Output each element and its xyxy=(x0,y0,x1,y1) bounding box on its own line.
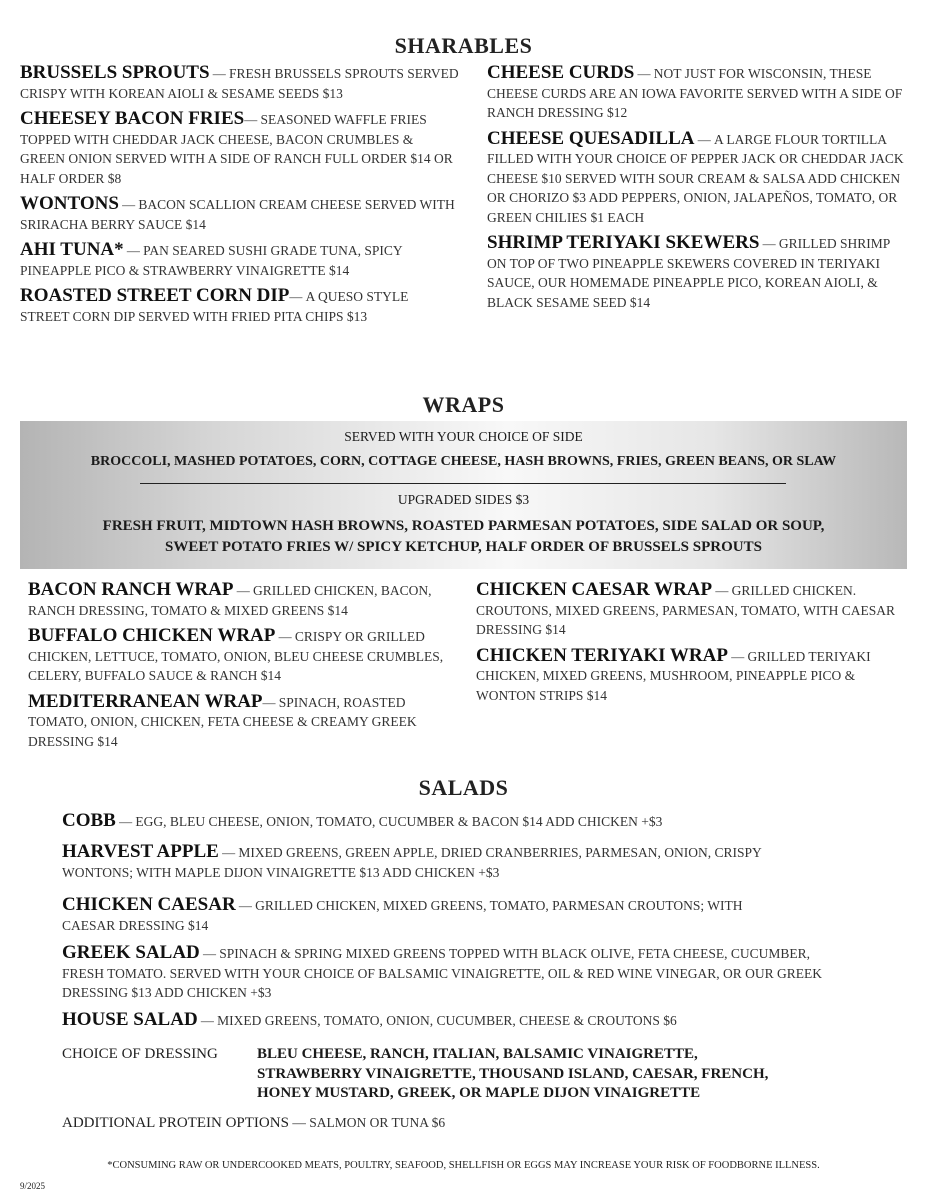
item-description: MIXED GREENS, TOMATO, ONION, CUCUMBER, CHEESE & CROUTONS $6 xyxy=(217,1013,677,1028)
item-dash: — xyxy=(233,583,253,598)
item-dash: — xyxy=(197,1013,218,1028)
item-dash: — xyxy=(235,898,256,913)
item-dash: — xyxy=(275,629,295,644)
menu-date: 9/2025 xyxy=(20,1181,46,1191)
item-description: GRILLED CHICKEN. CROUTONS, MIXED GREENS, PARMESAN, TOMATO, WITH CAESAR DRESSING $14 xyxy=(476,583,896,637)
menu-item xyxy=(487,63,907,123)
item-description: GRILLED SHRIMP ON TOP OF TWO PINEAPPLE SKEWERS COVERED IN TERIYAKI SAUCE, OUR HOMEMADE PINEAPPLE PICO, KOREAN AIOLI, & BLACK SESAME SEED $14 xyxy=(487,236,890,310)
item-name: HOUSE SALAD xyxy=(62,1009,198,1030)
item-dash: — xyxy=(694,131,714,147)
item-description: GRILLED TERIYAKI CHICKEN, MIXED GREENS, MUSHROOM, PINEAPPLE PICO & WONTON STRIPS $14 xyxy=(476,648,871,703)
menu-item xyxy=(476,580,911,640)
item-dash: — xyxy=(218,845,239,860)
dressing-line: BLEU CHEESE, RANCH, ITALIAN, BALSAMIC VINAIGRETTE, xyxy=(257,1046,698,1062)
dressing-line: HONEY MUSTARD, GREEK, OR MAPLE DIJON VINAIGRETTE xyxy=(257,1085,701,1101)
menu-item xyxy=(28,580,463,620)
item-dash: — xyxy=(118,197,139,212)
protein-options xyxy=(62,1115,445,1132)
item-name: SHRIMP TERIYAKI SKEWERS xyxy=(487,232,760,253)
item-name: AHI TUNA* xyxy=(20,239,124,260)
protein-description: SALMON OR TUNA $6 xyxy=(309,1115,446,1130)
wraps-right-column xyxy=(476,580,911,711)
item-dash: — xyxy=(288,1115,310,1130)
dressing-line: STRAWBERRY VINAIGRETTE, THOUSAND ISLAND, CAESAR, FRENCH, xyxy=(257,1065,769,1082)
item-dash: — xyxy=(262,694,279,710)
menu-item xyxy=(476,646,911,706)
sides-heading: SERVED WITH YOUR CHOICE OF SIDE xyxy=(344,429,583,444)
salads-title: SALADS xyxy=(418,775,509,800)
menu-item xyxy=(20,109,460,188)
sides-list: BROCCOLI, MASHED POTATOES, CORN, COTTAGE CHEESE, HASH BROWNS, FRIES, GREEN BEANS, OR SLAW xyxy=(90,454,837,469)
item-dash: — xyxy=(123,243,144,258)
wraps-title: WRAPS xyxy=(422,392,505,417)
salad-item xyxy=(62,1010,842,1031)
upgraded-sides-line: SWEET POTATO FRIES W/ SPICY KETCHUP, HALF ORDER OF BRUSSELS SPROUTS xyxy=(165,539,762,555)
item-description: SPINACH, ROASTED TOMATO, ONION, CHICKEN, FETA CHEESE & CREAMY GREEK DRESSING $14 xyxy=(28,694,417,749)
item-name: BUFFALO CHICKEN WRAP xyxy=(28,625,276,646)
item-dash: — xyxy=(115,814,136,829)
item-name: GREEK SALAD xyxy=(62,942,200,963)
menu-item xyxy=(20,240,460,280)
upgraded-sides-heading: UPGRADED SIDES $3 xyxy=(397,492,530,507)
menu-item xyxy=(487,129,907,228)
wraps-left-column xyxy=(28,580,463,757)
salad-item xyxy=(62,943,837,1003)
item-name: CHICKEN CAESAR WRAP xyxy=(476,579,713,600)
item-dash: — xyxy=(727,648,748,664)
item-description: A QUESO STYLE STREET CORN DIP SERVED WITH FRIED PITA CHIPS $13 xyxy=(20,289,409,324)
menu-item xyxy=(28,626,463,686)
item-name: CHICKEN TERIYAKI WRAP xyxy=(476,644,728,666)
item-dash: — xyxy=(244,112,261,127)
sharables-right-column xyxy=(487,63,907,318)
item-dash: — xyxy=(199,946,220,961)
item-name: MEDITERRANEAN WRAP xyxy=(28,690,263,712)
item-description: MIXED GREENS, GREEN APPLE, DRIED CRANBERRIES, PARMESAN, ONION, CRISPY WONTONS; WITH MAPLE DIJON VINAIGRETTE $13 ADD CHICKEN +$3 xyxy=(62,845,762,880)
food-safety-disclaimer: *CONSUMING RAW OR UNDERCOOKED MEATS, POULTRY, SEAFOOD, SHELLFISH OR EGGS MAY INCREASE YOUR RISK OF FOODBORNE ILLNESS. xyxy=(107,1160,820,1171)
item-dash: — xyxy=(759,236,779,251)
item-description: GRILLED CHICKEN, MIXED GREENS, TOMATO, PARMESAN CROUTONS; WITH CAESAR DRESSING $14 xyxy=(62,898,743,933)
item-name: CHEESEY BACON FRIES xyxy=(20,108,245,129)
sharables-title: SHARABLES xyxy=(394,33,533,58)
salad-item xyxy=(62,895,792,935)
item-dash: — xyxy=(634,66,654,81)
item-name: BACON RANCH WRAP xyxy=(28,579,234,600)
dressing-list xyxy=(257,1045,837,1104)
item-name: COBB xyxy=(62,810,116,831)
item-description: FRESH BRUSSELS SPROUTS SERVED CRISPY WITH KOREAN AIOLI & SESAME SEEDS $13 xyxy=(20,66,459,101)
dressing-label: CHOICE OF DRESSING xyxy=(62,1046,218,1062)
item-name: HARVEST APPLE xyxy=(62,841,219,862)
sharables-left-column xyxy=(20,63,460,332)
item-name: WONTONS xyxy=(20,193,119,214)
item-dash: — xyxy=(209,66,230,81)
menu-item xyxy=(20,194,460,234)
item-name: CHICKEN CAESAR xyxy=(62,894,236,915)
menu-item xyxy=(487,233,907,312)
salad-item xyxy=(62,842,802,882)
menu-item xyxy=(28,692,463,752)
item-description: CRISPY OR GRILLED CHICKEN, LETTUCE, TOMATO, ONION, BLEU CHEESE CRUMBLES, CELERY, BUFFALO SAUCE & RANCH $14 xyxy=(28,629,444,683)
salad-item xyxy=(62,811,842,832)
item-name: CHEESE CURDS xyxy=(487,62,635,83)
sides-banner xyxy=(20,421,907,569)
menu-item xyxy=(20,63,460,103)
item-dash: — xyxy=(712,583,732,598)
item-description: NOT JUST FOR WISCONSIN, THESE CHEESE CURDS ARE AN IOWA FAVORITE SERVED WITH A SIDE OF RANCH DRESSING $12 xyxy=(487,66,903,120)
protein-label: ADDITIONAL PROTEIN OPTIONS xyxy=(62,1115,289,1131)
item-name: ROASTED STREET CORN DIP xyxy=(20,285,290,306)
banner-divider xyxy=(140,483,786,484)
item-dash: — xyxy=(289,289,306,304)
item-description: SPINACH & SPRING MIXED GREENS TOPPED WITH BLACK OLIVE, FETA CHEESE, CUCUMBER, FRESH TOMATO. SERVED WITH YOUR CHOICE OF BALSAMIC VINAIGRETTE, OIL & RED WINE VINEGAR, OR OUR GREEK DRESSING $13 ADD CHICKEN +$3 xyxy=(62,946,823,1000)
item-description: PAN SEARED SUSHI GRADE TUNA, SPICY PINEAPPLE PICO & STRAWBERRY VINAIGRETTE $14 xyxy=(20,243,403,278)
item-name: CHEESE QUESADILLA xyxy=(487,127,695,149)
item-description: BACON SCALLION CREAM CHEESE SERVED WITH SRIRACHA BERRY SAUCE $14 xyxy=(20,197,455,232)
item-description: SEASONED WAFFLE FRIES TOPPED WITH CHEDDAR JACK CHEESE, BACON CRUMBLES & GREEN ONION SERVED WITH A SIDE OF RANCH FULL ORDER $14 OR HALF ORDER $8 xyxy=(20,112,453,186)
item-description: A LARGE FLOUR TORTILLA FILLED WITH YOUR CHOICE OF PEPPER JACK OR CHEDDAR JACK CHEESE $10 SERVED WITH SOUR CREAM & SALSA ADD CHICKEN OR CHORIZO $3 ADD PEPPERS, ONION, JALAPEÑOS, TOMATO, OR GREEN CHILIES $1 EACH xyxy=(487,131,904,225)
menu-item xyxy=(20,286,460,326)
item-name: BRUSSELS SPROUTS xyxy=(20,62,210,83)
item-description: GRILLED CHICKEN, BACON, RANCH DRESSING, TOMATO & MIXED GREENS $14 xyxy=(28,583,432,618)
upgraded-sides-line: FRESH FRUIT, MIDTOWN HASH BROWNS, ROASTED PARMESAN POTATOES, SIDE SALAD OR SOUP, xyxy=(102,518,825,534)
item-description: EGG, BLEU CHEESE, ONION, TOMATO, CUCUMBER & BACON $14 ADD CHICKEN +$3 xyxy=(135,814,663,829)
